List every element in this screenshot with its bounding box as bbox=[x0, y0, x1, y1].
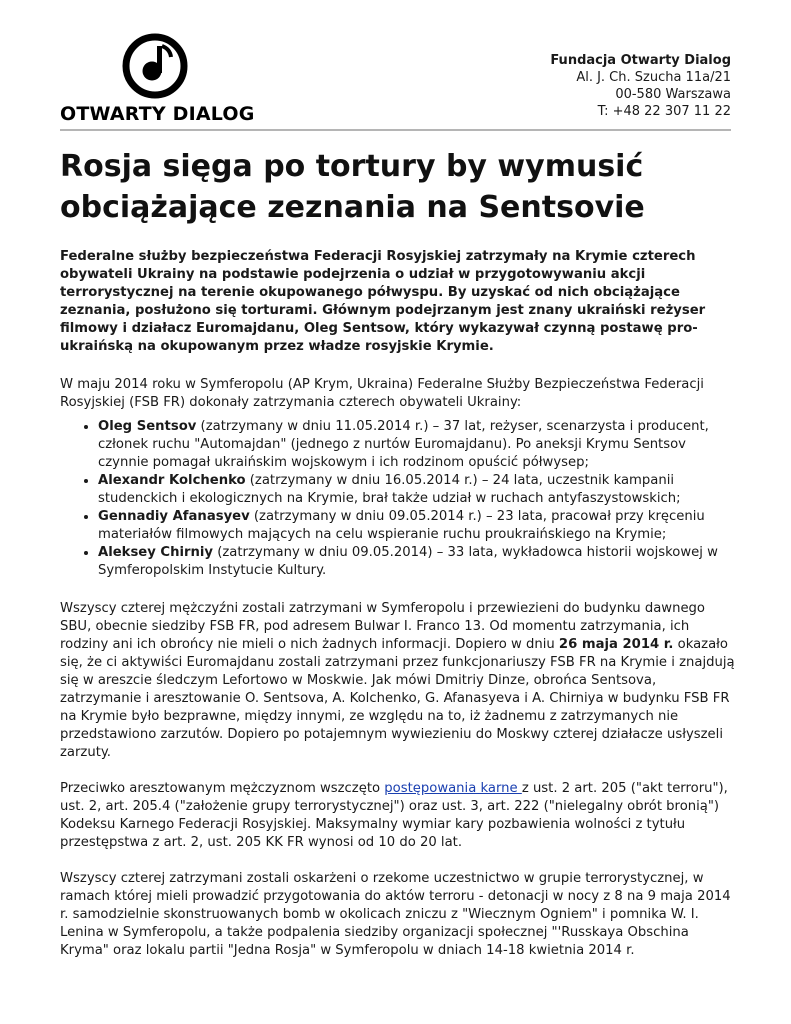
text-segment: okazało się, że ci aktywiści Euromajdanu zostali zatrzymani przez funkcjonariuszy FSB FR na Krymie i znajdują się w areszcie śledczym Lefortowo w Moskwie. Jak mówi Dmitriy Dinze, obrońca Sentsova, zatrzymanie i aresztowanie O. Sentsova, A. Kolchenko, G. Afanasyeva i A. Chirniya w budynku FSB FR na Krymie było bezprawne, między innymi, ze względu na to, iż żadnemu z zatrzymanych nie przedstawiono zarzutów. Dopiero po potajemnym wywiezieniu do Moskwy czterej działacze usłyszeli zarzuty. bbox=[60, 637, 735, 760]
detention-paragraph bbox=[60, 600, 740, 762]
address-city: 00-580 Warszawa bbox=[615, 87, 731, 102]
article-body bbox=[60, 248, 740, 978]
page-title: Rosja sięga po tortury by wymusić obciążające zeznania na Sentsovie bbox=[60, 149, 645, 225]
criminal-proceedings-link[interactable]: postępowania karne bbox=[384, 781, 522, 796]
list-item bbox=[98, 544, 740, 580]
detainee-details: (zatrzymany w dniu 11.05.2014 r.) – 37 lat, reżyser, scenarzysta i producent, członek ruchu "Automajdan" (jednego z nurtów Euromajdanu). Po aneksji Krymu Sentsov czynnie pomagał ukraińskim wojskowym i ich rodzinom opuścić półwysep; bbox=[98, 419, 709, 470]
organization-address bbox=[550, 52, 731, 120]
lead-paragraph: Federalne służby bezpieczeństwa Federacji Rosyjskiej zatrzymały na Krymie czterech obywateli Ukrainy na podstawie podejrzenia o udział w przygotowywaniu akcji terrorystycznej na terenie okupowanego półwyspu. By uzyskać od nich obciążające zeznania, posłużono się torturami. Głównym podejrzanym jest znany ukraiński reżyser filmowy i działacz Euromajdanu, Oleg Sentsow, który wykazywał czynną postawę pro-ukraińską na okupowanym przez władze rosyjskie Krymie. bbox=[60, 249, 706, 354]
text-segment: Wszyscy czterej mężczyźni zostali zatrzymani w Symferopolu i przewiezieni do budynku dawnego SBU, obecnie siedziby FSB FR, pod adresem Bulwar I. Franco 13. Od momentu zatrzymania, ich rodziny ani ich obrońcy nie mieli o nich żadnych informacji. Dopiero w dniu bbox=[60, 601, 705, 652]
intro-paragraph: W maju 2014 roku w Symferopolu (AP Krym, Ukraina) Federalne Służby Bezpieczeństwa Federacji Rosyjskiej (FSB FR) dokonały zatrzymania czterech obywateli Ukrainy: bbox=[60, 377, 704, 410]
detainee-details: (zatrzymany w dniu 16.05.2014 r.) – 24 lata, uczestnik kampanii studenckich i ekologicznych na Krymie, brał także udział w ruchach antyfaszystowskich; bbox=[98, 473, 681, 506]
charges-paragraph bbox=[60, 780, 740, 852]
detainee-name: Aleksey Chirniy bbox=[98, 545, 214, 560]
text-segment: Przeciwko aresztowanym mężczyznom wszczęto bbox=[60, 781, 385, 796]
detainee-name: Gennadiy Afanasyev bbox=[98, 509, 250, 524]
header-divider bbox=[60, 129, 731, 131]
detainee-details: (zatrzymany w dniu 09.05.2014) – 33 lata, wykładowca historii wojskowej w Symferopolskim Instytucie Kultury. bbox=[98, 545, 718, 578]
phone-number: T: +48 22 307 11 22 bbox=[597, 104, 731, 119]
address-street: Al. J. Ch. Szucha 11a/21 bbox=[576, 70, 731, 85]
logo-text: OTWARTY DIALOG bbox=[60, 103, 255, 125]
organization-name: Fundacja Otwarty Dialog bbox=[550, 53, 731, 68]
otwarty-dialog-logo-icon bbox=[122, 33, 188, 99]
list-item bbox=[98, 472, 740, 508]
logo bbox=[60, 33, 255, 125]
detainee-details: (zatrzymany w dniu 09.05.2014 r.) – 23 lata, pracował przy kręceniu materiałów filmowych mających na celu wspieranie ruchu proukraińskiego na Krymie; bbox=[98, 509, 705, 542]
text-segment: z ust. 2 art. 205 ("akt terroru"), ust. 2, art. 205.4 ("założenie grupy terrorystycznej") oraz ust. 3, art. 222 ("nielegalny obrót bronią") Kodeksu Karnego Federacji Rosyjskiej. Maksymalny wymiar kary pozbawienia wolności z tytułu przestępstwa z art. 2, ust. 205 KK FR wynosi od 10 do 20 lat. bbox=[60, 781, 728, 850]
detainee-name: Alexandr Kolchenko bbox=[98, 473, 246, 488]
detainees-list bbox=[60, 418, 740, 580]
accusation-paragraph: Wszyscy czterej zatrzymani zostali oskarżeni o rzekome uczestnictwo w grupie terrorystycznej, w ramach której mieli prowadzić przygotowania do aktów terroru - detonacji w nocy z 8 na 9 maja 2014 r. samodzielnie skonstruowanych bomb w okolicach zniczu z "Wiecznym Ogniem" i pomnika W. I. Lenina w Symferopolu, a także podpalenia siedziby organizacji społecznej "'Russkaya Obschina Kryma" oraz lokalu partii "Jedna Rosja" w Symferopolu w dniach 14-18 kwietnia 2014 r. bbox=[60, 871, 731, 958]
list-item bbox=[98, 418, 740, 472]
detainee-name: Oleg Sentsov bbox=[98, 419, 197, 434]
list-item bbox=[98, 508, 740, 544]
highlighted-date: 26 maja 2014 r. bbox=[558, 637, 674, 652]
